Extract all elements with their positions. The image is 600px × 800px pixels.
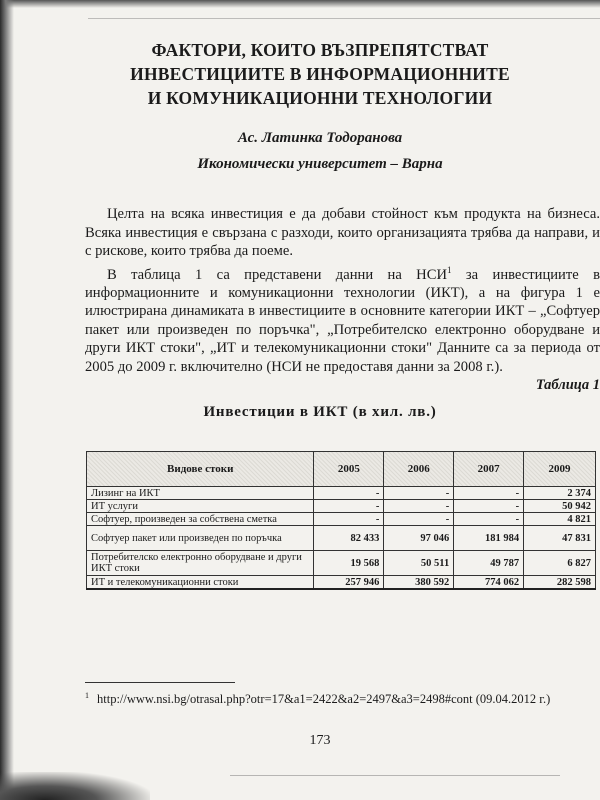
paragraph-1: Целта на всяка инвестиция е да добави стойност към продукта на бизнеса. Всяка инвестиция е свързана с разходи, които организацията трябва да направи, и с рискове, които трябва да поеме.	[85, 206, 600, 259]
author-affiliation: Икономически университет – Варна	[197, 156, 443, 172]
table-label: Таблица 1	[535, 377, 600, 393]
cell-2007: -	[454, 487, 524, 500]
table-row	[87, 500, 596, 513]
footnote-reference: 1	[447, 264, 452, 275]
table-row	[87, 513, 596, 526]
footnote-divider	[85, 682, 235, 683]
cell-2009: 4 821	[524, 513, 596, 526]
cell-2005: 257 946	[314, 576, 384, 590]
cell-2009: 282 598	[524, 576, 596, 590]
scan-bottom-smudge	[0, 772, 150, 800]
cell-2006: -	[384, 513, 454, 526]
cell-2009: 6 827	[524, 551, 596, 576]
row-name: ИТ и телекомуникационни стоки	[87, 576, 314, 590]
table-title: Инвестиции в ИКТ (в хил. лв.)	[203, 404, 437, 420]
row-name: Потребителско електронно оборудване и други ИКТ стоки	[87, 551, 314, 576]
title-line-1: ФАКТОРИ, КОИТО ВЪЗПРЕПЯТСТВАТ	[151, 40, 489, 60]
title-line-2: ИНВЕСТИЦИИТЕ В ИНФОРМАЦИОННИТЕ	[130, 64, 510, 84]
page-number: 173	[309, 733, 331, 748]
cell-2005: -	[314, 500, 384, 513]
cell-2007: 49 787	[454, 551, 524, 576]
article-title	[100, 38, 540, 110]
row-name: Лизинг на ИКТ	[87, 487, 314, 500]
author-block	[120, 125, 520, 177]
header-year-2006: 2006	[384, 452, 454, 487]
paragraph-2-start: В таблица 1 са представени данни на НСИ	[107, 266, 447, 283]
body-text	[85, 205, 600, 376]
table-row	[87, 487, 596, 500]
cell-2006: -	[384, 487, 454, 500]
footnote-mark: 1	[85, 691, 89, 700]
row-name: Софтуер пакет или произведен по поръчка	[87, 526, 314, 551]
cell-2007: -	[454, 513, 524, 526]
table-row	[87, 576, 596, 590]
author-name: Ас. Латинка Тодоранова	[237, 130, 403, 146]
title-line-3: И КОМУНИКАЦИОННИ ТЕХНОЛОГИИ	[147, 88, 493, 108]
cell-2005: 19 568	[314, 551, 384, 576]
cell-2009: 2 374	[524, 487, 596, 500]
cell-2007: 774 062	[454, 576, 524, 590]
scan-top-shadow	[0, 0, 600, 8]
scan-left-shadow	[0, 0, 14, 800]
cell-2005: -	[314, 487, 384, 500]
scan-artifact-line-bottom	[230, 775, 560, 776]
cell-2006: 380 592	[384, 576, 454, 590]
header-year-2007: 2007	[454, 452, 524, 487]
header-goods-type: Видове стоки	[87, 452, 314, 487]
row-name: ИТ услуги	[87, 500, 314, 513]
cell-2005: 82 433	[314, 526, 384, 551]
cell-2009: 50 942	[524, 500, 596, 513]
footnote	[85, 688, 600, 707]
cell-2005: -	[314, 513, 384, 526]
row-name: Софтуер, произведен за собствена сметка	[87, 513, 314, 526]
cell-2007: -	[454, 500, 524, 513]
cell-2007: 181 984	[454, 526, 524, 551]
table-row	[87, 526, 596, 551]
header-year-2005: 2005	[314, 452, 384, 487]
table-row	[87, 551, 596, 576]
header-year-2009: 2009	[524, 452, 596, 487]
table-header-row	[87, 452, 596, 487]
cell-2006: 50 511	[384, 551, 454, 576]
cell-2006: -	[384, 500, 454, 513]
cell-2009: 47 831	[524, 526, 596, 551]
paragraph-2-end: за инвестициите в информационните и комуникационни технологии (ИКТ), а на фигура 1 е илюстрирана динамиката в инвестициите в основните категории ИКТ – „Софтуер пакет или произведен по поръчка", „Потребителско електронно оборудване и други ИКТ стоки", „ИТ и телекомуникационни стоки" Данните са за периода от 2005 до 2009 г. включително (НСИ не предоставя данни за 2008 г.).	[85, 266, 600, 375]
cell-2006: 97 046	[384, 526, 454, 551]
paragraph-2	[85, 261, 600, 377]
investment-table	[86, 451, 596, 590]
footnote-text: http://www.nsi.bg/otrasal.php?otr=17&a1=2422&a2=2497&a3=2498#cont (09.04.2012 г.)	[97, 692, 551, 707]
scan-artifact-line	[88, 18, 600, 19]
